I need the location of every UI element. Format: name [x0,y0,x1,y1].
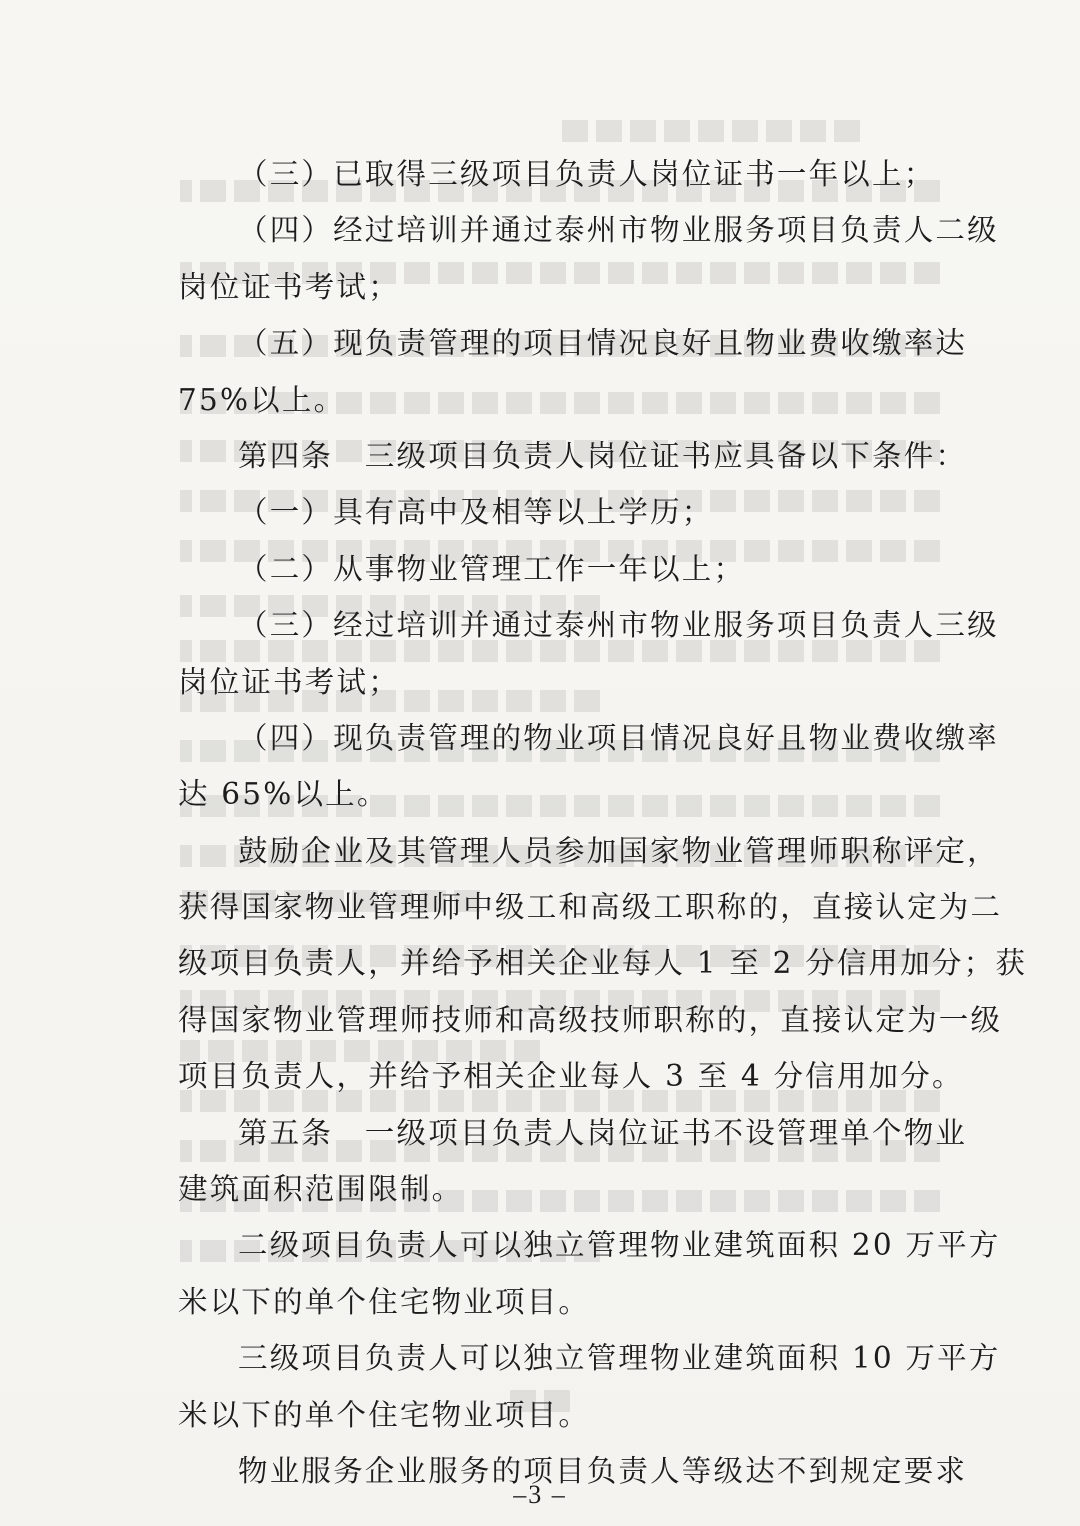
text-line: 项目负责人，并给予相关企业每人 3 至 4 分信用加分。 [178,1059,964,1094]
text-line: 级项目负责人，并给予相关企业每人 1 至 2 分信用加分；获 [178,946,1028,981]
text-line: 米以下的单个住宅物业项目。 [178,1284,591,1319]
text-line: 得国家物业管理师技师和高级技师职称的，直接认定为一级 [178,1002,1003,1037]
text-line: 三级项目负责人可以独立管理物业建筑面积 10 万平方 [238,1341,1001,1376]
document-body [178,146,1028,1499]
text-line: （三）已取得三级项目负责人岗位证书一年以上； [238,157,936,191]
text-line: 获得国家物业管理师中级工和高级工职称的，直接认定为二 [178,890,1003,925]
text-line: 岗位证书考试； [178,269,400,304]
text-line: 岗位证书考试； [178,664,400,699]
page-number: –3 – [513,1480,567,1509]
text-line: （二）从事物业管理工作一年以上； [238,551,746,586]
text-line: （四）现负责管理的物业项目情况良好且物业费收缴率 [238,720,999,755]
text-line: 鼓励企业及其管理人员参加国家物业管理师职称评定， [238,833,999,868]
text-line: （三）经过培训并通过泰州市物业服务项目负责人三级 [238,608,999,643]
article-heading-line: 第四条 三级项目负责人岗位证书应具备以下条件： [238,438,968,473]
text-line: 达 65%以上。 [178,777,389,812]
article-heading-line: 第五条 一级项目负责人岗位证书不设管理单个物业 [238,1115,968,1150]
text-line: （四）经过培训并通过泰州市物业服务项目负责人二级 [238,213,999,248]
text-line: 75%以上。 [178,382,346,417]
text-line: （一）具有高中及相等以上学历； [238,495,714,530]
text-line: 物业服务企业服务的项目负责人等级达不到规定要求 [238,1453,968,1488]
text-line: 二级项目负责人可以独立管理物业建筑面积 20 万平方 [238,1228,1001,1263]
text-line: 米以下的单个住宅物业项目。 [178,1397,591,1432]
text-line: 建筑面积范围限制。 [178,1172,464,1207]
text-line: （五）现负责管理的项目情况良好且物业费收缴率达 [238,326,968,361]
